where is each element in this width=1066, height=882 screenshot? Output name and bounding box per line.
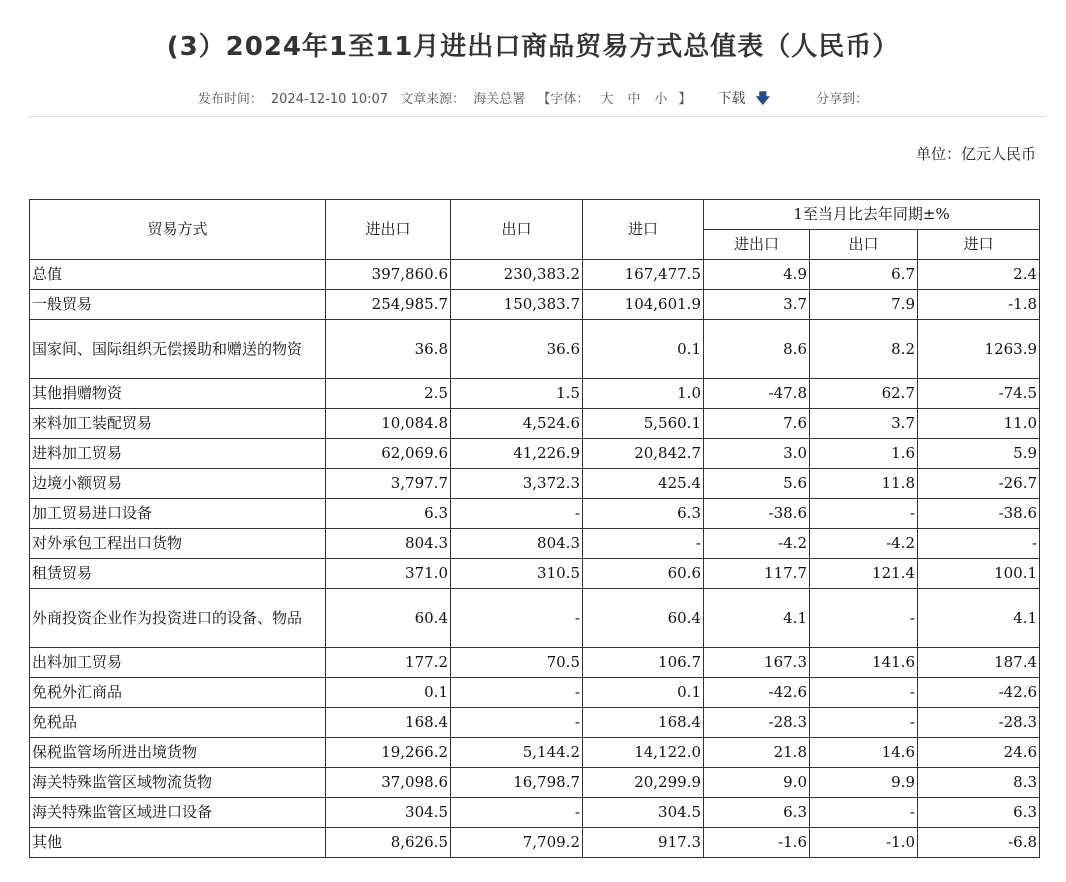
- publish-label: 发布时间：: [197, 92, 263, 107]
- cell-trade-mode: 海关特殊监管区域进口设备: [30, 798, 326, 828]
- source-label: 文章来源：: [400, 92, 466, 107]
- table-row: [30, 768, 1040, 798]
- cell-export: -: [451, 708, 583, 738]
- cell-growth-export: -: [810, 798, 918, 828]
- cell-export: 5,144.2: [451, 738, 583, 768]
- cell-trade-mode: 出料加工贸易: [30, 648, 326, 678]
- cell-trade-mode: 加工贸易进口设备: [30, 499, 326, 529]
- cell-growth-import: 4.1: [918, 589, 1040, 648]
- cell-import: 60.6: [583, 559, 704, 589]
- cell-export: 3,372.3: [451, 469, 583, 499]
- cell-total: 2.5: [326, 379, 451, 409]
- download-label: 下载: [717, 91, 746, 107]
- cell-growth-export: 11.8: [810, 469, 918, 499]
- cell-growth-export: -1.0: [810, 828, 918, 858]
- cell-growth-total: 9.0: [704, 768, 810, 798]
- header-total: 进出口: [326, 200, 451, 260]
- header-trade-mode: 贸易方式: [30, 200, 326, 260]
- cell-growth-total: 6.3: [704, 798, 810, 828]
- cell-growth-export: 141.6: [810, 648, 918, 678]
- cell-total: 6.3: [326, 499, 451, 529]
- cell-total: 168.4: [326, 708, 451, 738]
- cell-growth-total: 167.3: [704, 648, 810, 678]
- cell-growth-import: -26.7: [918, 469, 1040, 499]
- cell-growth-import: -: [918, 529, 1040, 559]
- table-row: [30, 260, 1040, 290]
- download-button[interactable]: [714, 91, 774, 107]
- header-growth-total: 进出口: [704, 230, 810, 260]
- cell-import: 60.4: [583, 589, 704, 648]
- table-row: [30, 529, 1040, 559]
- cell-trade-mode: 总值: [30, 260, 326, 290]
- publish-time: 2024-12-10 10:07: [270, 92, 389, 107]
- cell-total: 62,069.6: [326, 439, 451, 469]
- cell-growth-total: -47.8: [704, 379, 810, 409]
- table-row: [30, 439, 1040, 469]
- cell-trade-mode: 海关特殊监管区域物流货物: [30, 768, 326, 798]
- header-import: 进口: [583, 200, 704, 260]
- font-size-open: 【字体：: [537, 92, 590, 107]
- cell-export: 7,709.2: [451, 828, 583, 858]
- unit-label: 单位：亿元人民币: [916, 145, 1037, 163]
- cell-growth-import: 24.6: [918, 738, 1040, 768]
- cell-total: 177.2: [326, 648, 451, 678]
- cell-export: 70.5: [451, 648, 583, 678]
- table-row: [30, 499, 1040, 529]
- cell-growth-import: -1.8: [918, 290, 1040, 320]
- font-size-small-link[interactable]: 小: [654, 92, 668, 107]
- table-row: [30, 409, 1040, 439]
- cell-total: 804.3: [326, 529, 451, 559]
- cell-total: 37,098.6: [326, 768, 451, 798]
- cell-growth-total: 3.7: [704, 290, 810, 320]
- cell-total: 371.0: [326, 559, 451, 589]
- cell-export: 16,798.7: [451, 768, 583, 798]
- cell-growth-total: 3.0: [704, 439, 810, 469]
- table-row: [30, 379, 1040, 409]
- share-label: 分享到：: [816, 92, 869, 107]
- header-growth-group: 1至当月比去年同期±%: [704, 200, 1040, 230]
- cell-import: 1.0: [583, 379, 704, 409]
- cell-export: 41,226.9: [451, 439, 583, 469]
- cell-growth-import: -38.6: [918, 499, 1040, 529]
- font-size-close: 】: [678, 92, 692, 107]
- cell-export: 1.5: [451, 379, 583, 409]
- cell-total: 8,626.5: [326, 828, 451, 858]
- cell-import: 0.1: [583, 320, 704, 379]
- cell-total: 3,797.7: [326, 469, 451, 499]
- cell-growth-total: -38.6: [704, 499, 810, 529]
- cell-trade-mode: 对外承包工程出口货物: [30, 529, 326, 559]
- cell-growth-total: -4.2: [704, 529, 810, 559]
- cell-growth-export: 3.7: [810, 409, 918, 439]
- cell-growth-export: 7.9: [810, 290, 918, 320]
- cell-growth-export: 14.6: [810, 738, 918, 768]
- header-divider: [28, 116, 1046, 117]
- cell-growth-export: -: [810, 499, 918, 529]
- table-row: [30, 678, 1040, 708]
- cell-growth-export: -: [810, 678, 918, 708]
- table-row: [30, 738, 1040, 768]
- cell-export: 804.3: [451, 529, 583, 559]
- cell-growth-export: -: [810, 708, 918, 738]
- cell-trade-mode: 进料加工贸易: [30, 439, 326, 469]
- cell-export: 150,383.7: [451, 290, 583, 320]
- cell-growth-export: 121.4: [810, 559, 918, 589]
- cell-growth-total: 4.9: [704, 260, 810, 290]
- cell-export: 230,383.2: [451, 260, 583, 290]
- cell-trade-mode: 一般贸易: [30, 290, 326, 320]
- cell-growth-export: 8.2: [810, 320, 918, 379]
- table-row: [30, 708, 1040, 738]
- cell-import: 168.4: [583, 708, 704, 738]
- header-growth-export: 出口: [810, 230, 918, 260]
- cell-export: 4,524.6: [451, 409, 583, 439]
- cell-growth-import: 6.3: [918, 798, 1040, 828]
- font-size-large-link[interactable]: 大: [600, 92, 614, 107]
- header-growth-import: 进口: [918, 230, 1040, 260]
- cell-total: 60.4: [326, 589, 451, 648]
- cell-growth-total: 5.6: [704, 469, 810, 499]
- cell-export: -: [451, 798, 583, 828]
- cell-import: 20,842.7: [583, 439, 704, 469]
- cell-export: 36.6: [451, 320, 583, 379]
- cell-growth-total: 117.7: [704, 559, 810, 589]
- cell-growth-total: -28.3: [704, 708, 810, 738]
- table-body: [30, 260, 1040, 858]
- cell-import: 917.3: [583, 828, 704, 858]
- cell-trade-mode: 其他: [30, 828, 326, 858]
- header-export: 出口: [451, 200, 583, 260]
- cell-growth-export: -4.2: [810, 529, 918, 559]
- cell-growth-import: -42.6: [918, 678, 1040, 708]
- cell-growth-import: 100.1: [918, 559, 1040, 589]
- cell-trade-mode: 外商投资企业作为投资进口的设备、物品: [30, 589, 326, 648]
- cell-growth-import: 8.3: [918, 768, 1040, 798]
- cell-total: 0.1: [326, 678, 451, 708]
- cell-growth-export: -: [810, 589, 918, 648]
- cell-import: 5,560.1: [583, 409, 704, 439]
- source-value: 海关总署: [473, 92, 526, 107]
- trade-mode-table: [29, 199, 1040, 858]
- cell-growth-import: -6.8: [918, 828, 1040, 858]
- cell-growth-export: 6.7: [810, 260, 918, 290]
- cell-total: 19,266.2: [326, 738, 451, 768]
- table-row: [30, 469, 1040, 499]
- cell-trade-mode: 租赁贸易: [30, 559, 326, 589]
- cell-growth-import: -28.3: [918, 708, 1040, 738]
- cell-growth-export: 62.7: [810, 379, 918, 409]
- cell-export: -: [451, 589, 583, 648]
- table-row: [30, 828, 1040, 858]
- table-row: [30, 320, 1040, 379]
- cell-growth-import: -74.5: [918, 379, 1040, 409]
- cell-import: 304.5: [583, 798, 704, 828]
- cell-growth-total: 8.6: [704, 320, 810, 379]
- cell-growth-total: -42.6: [704, 678, 810, 708]
- font-size-medium-link[interactable]: 中: [627, 92, 641, 107]
- cell-total: 304.5: [326, 798, 451, 828]
- cell-import: 104,601.9: [583, 290, 704, 320]
- table-row: [30, 648, 1040, 678]
- cell-import: 425.4: [583, 469, 704, 499]
- table-row: [30, 798, 1040, 828]
- cell-growth-import: 5.9: [918, 439, 1040, 469]
- cell-growth-total: 7.6: [704, 409, 810, 439]
- cell-export: 310.5: [451, 559, 583, 589]
- cell-import: 6.3: [583, 499, 704, 529]
- cell-growth-export: 1.6: [810, 439, 918, 469]
- cell-export: -: [451, 499, 583, 529]
- cell-total: 397,860.6: [326, 260, 451, 290]
- cell-growth-total: 21.8: [704, 738, 810, 768]
- cell-trade-mode: 其他捐赠物资: [30, 379, 326, 409]
- cell-growth-import: 11.0: [918, 409, 1040, 439]
- cell-trade-mode: 边境小额贸易: [30, 469, 326, 499]
- cell-trade-mode: 来料加工装配贸易: [30, 409, 326, 439]
- cell-total: 10,084.8: [326, 409, 451, 439]
- download-arrow-icon: 🡇: [755, 91, 770, 107]
- cell-import: 106.7: [583, 648, 704, 678]
- cell-total: 254,985.7: [326, 290, 451, 320]
- table-row: [30, 290, 1040, 320]
- article-meta: [0, 88, 1066, 112]
- cell-import: 167,477.5: [583, 260, 704, 290]
- table-row: [30, 559, 1040, 589]
- cell-import: 0.1: [583, 678, 704, 708]
- cell-import: 14,122.0: [583, 738, 704, 768]
- cell-import: 20,299.9: [583, 768, 704, 798]
- cell-growth-export: 9.9: [810, 768, 918, 798]
- cell-total: 36.8: [326, 320, 451, 379]
- cell-growth-import: 187.4: [918, 648, 1040, 678]
- cell-growth-total: 4.1: [704, 589, 810, 648]
- cell-export: -: [451, 678, 583, 708]
- cell-trade-mode: 保税监管场所进出境货物: [30, 738, 326, 768]
- cell-growth-total: -1.6: [704, 828, 810, 858]
- table-row: [30, 589, 1040, 648]
- page-title: (3）2024年1至11月进出口商品贸易方式总值表（人民币）: [166, 32, 900, 62]
- cell-trade-mode: 国家间、国际组织无偿援助和赠送的物资: [30, 320, 326, 379]
- cell-import: -: [583, 529, 704, 559]
- cell-growth-import: 1263.9: [918, 320, 1040, 379]
- cell-growth-import: 2.4: [918, 260, 1040, 290]
- cell-trade-mode: 免税外汇商品: [30, 678, 326, 708]
- cell-trade-mode: 免税品: [30, 708, 326, 738]
